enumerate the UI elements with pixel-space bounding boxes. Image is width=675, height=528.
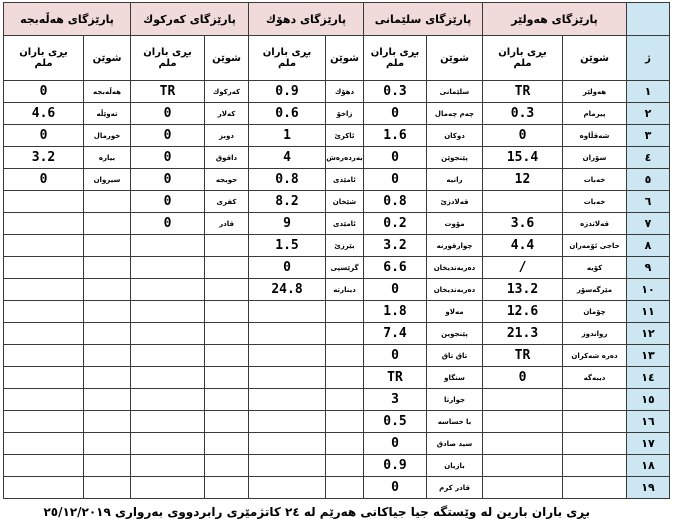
row-number: ١٧	[627, 433, 670, 455]
station-name-halabja	[84, 477, 131, 499]
rainfall-table	[3, 2, 670, 499]
rainfall-value-duhok	[249, 455, 326, 477]
rainfall-value-duhok	[249, 345, 326, 367]
station-name-kirkuk	[205, 389, 249, 411]
rainfall-value-duhok: 4	[249, 147, 326, 169]
station-name-kirkuk	[205, 411, 249, 433]
station-name-erbil	[563, 477, 627, 499]
station-name-halabja: هەڵەبجە	[84, 81, 131, 103]
rainfall-value-kirkuk	[131, 389, 205, 411]
rainfall-value-erbil: 12	[483, 169, 563, 191]
governorate-header-duhok: پارێزگای دهۆك	[249, 3, 364, 36]
table-row	[4, 323, 670, 345]
rainfall-value-kirkuk	[131, 279, 205, 301]
station-name-sulaymaniyah: سلێمانی	[427, 81, 483, 103]
station-name-halabja	[84, 213, 131, 235]
station-name-sulaymaniyah: با خساسە	[427, 411, 483, 433]
station-name-halabja: بیارە	[84, 147, 131, 169]
rainfall-value-kirkuk: TR	[131, 81, 205, 103]
rainfall-value-duhok	[249, 477, 326, 499]
row-number: ١٩	[627, 477, 670, 499]
rain-label: بڕی باران	[498, 47, 547, 58]
station-name-sulaymaniyah: سنگاو	[427, 367, 483, 389]
rainfall-value-duhok: 0.8	[249, 169, 326, 191]
station-name-halabja: خورمال	[84, 125, 131, 147]
rainfall-value-halabja	[4, 213, 84, 235]
rainfall-value-duhok: 1.5	[249, 235, 326, 257]
station-name-erbil: کۆیە	[563, 257, 627, 279]
row-number: ١٨	[627, 455, 670, 477]
station-name-halabja	[84, 411, 131, 433]
row-number-header-top	[627, 3, 670, 36]
station-name-erbil: خەبات	[563, 191, 627, 213]
rainfall-value-duhok: 9	[249, 213, 326, 235]
place-column-header-erbil: شوێن	[563, 36, 627, 81]
governorate-header-sulaymaniyah: پارێزگای سلێمانی	[364, 3, 483, 36]
rainfall-value-sulaymaniyah: 0.8	[364, 191, 427, 213]
station-name-duhok: شێخان	[326, 191, 364, 213]
rainfall-value-erbil: 4.4	[483, 235, 563, 257]
station-name-sulaymaniyah: رانیە	[427, 169, 483, 191]
station-name-duhok	[326, 411, 364, 433]
station-name-sulaymaniyah: چەم چەمال	[427, 103, 483, 125]
station-name-duhok: گرێسپی	[326, 257, 364, 279]
rain-label: بڕی باران	[370, 47, 420, 58]
rainfall-value-sulaymaniyah: 3.2	[364, 235, 427, 257]
station-name-halabja	[84, 301, 131, 323]
row-number: ١٠	[627, 279, 670, 301]
rainfall-value-duhok: 0.9	[249, 81, 326, 103]
rainfall-value-sulaymaniyah: TR	[364, 367, 427, 389]
unit-label: ملم	[277, 58, 297, 69]
row-number: ٥	[627, 169, 670, 191]
rainfall-value-kirkuk: 0	[131, 191, 205, 213]
station-name-kirkuk: داقوق	[205, 147, 249, 169]
rainfall-value-erbil	[483, 411, 563, 433]
rainfall-value-erbil: 12.6	[483, 301, 563, 323]
station-name-kirkuk	[205, 367, 249, 389]
rainfall-value-sulaymaniyah: 6.6	[364, 257, 427, 279]
station-name-halabja	[84, 455, 131, 477]
table-row	[4, 125, 670, 147]
rainfall-value-halabja: 0	[4, 81, 84, 103]
table-row	[4, 169, 670, 191]
station-name-duhok: ئاکرێ	[326, 125, 364, 147]
station-name-kirkuk: كەلار	[205, 103, 249, 125]
rainfall-value-duhok	[249, 433, 326, 455]
station-name-erbil: دیبەگە	[563, 367, 627, 389]
rainfall-value-kirkuk	[131, 235, 205, 257]
rainfall-value-halabja	[4, 345, 84, 367]
station-name-halabja	[84, 279, 131, 301]
row-number: ٩	[627, 257, 670, 279]
rainfall-value-halabja	[4, 191, 84, 213]
rainfall-value-kirkuk: 0	[131, 213, 205, 235]
rainfall-value-sulaymaniyah: 0	[364, 103, 427, 125]
table-row	[4, 279, 670, 301]
rainfall-value-erbil: 13.2	[483, 279, 563, 301]
unit-label: ملم	[385, 58, 405, 69]
rainfall-value-duhok	[249, 301, 326, 323]
station-name-kirkuk	[205, 301, 249, 323]
station-name-halabja	[84, 433, 131, 455]
rainfall-value-sulaymaniyah: 1.6	[364, 125, 427, 147]
station-name-halabja	[84, 257, 131, 279]
rainfall-value-sulaymaniyah: 0	[364, 147, 427, 169]
rainfall-value-sulaymaniyah: 3	[364, 389, 427, 411]
rainfall-value-halabja: 0	[4, 125, 84, 147]
station-name-erbil: رواندوز	[563, 323, 627, 345]
rain-label: بڕی باران	[262, 47, 312, 58]
station-name-kirkuk: قادر	[205, 213, 249, 235]
row-number: ٢	[627, 103, 670, 125]
rainfall-value-erbil	[483, 433, 563, 455]
place-column-header-halabja: شوێن	[84, 36, 131, 81]
rainfall-value-duhok	[249, 389, 326, 411]
station-name-kirkuk	[205, 279, 249, 301]
station-name-duhok: بەردەرەش	[326, 147, 364, 169]
rainfall-value-halabja	[4, 279, 84, 301]
rain-column-header-kirkuk	[131, 36, 205, 81]
station-name-duhok	[326, 389, 364, 411]
rainfall-value-kirkuk	[131, 411, 205, 433]
station-name-duhok: بێرزێ	[326, 235, 364, 257]
table-row	[4, 411, 670, 433]
table-row	[4, 191, 670, 213]
station-name-erbil: هەولێر	[563, 81, 627, 103]
station-name-erbil	[563, 455, 627, 477]
rainfall-value-erbil: TR	[483, 345, 563, 367]
rain-column-header-duhok	[249, 36, 326, 81]
table-row	[4, 213, 670, 235]
rainfall-value-sulaymaniyah: 0	[364, 345, 427, 367]
station-name-duhok: ئامێدی	[326, 213, 364, 235]
rainfall-value-erbil: /	[483, 257, 563, 279]
station-name-erbil: سۆران	[563, 147, 627, 169]
station-name-kirkuk	[205, 433, 249, 455]
station-name-erbil: شەقڵاوە	[563, 125, 627, 147]
rainfall-value-erbil: 0	[483, 125, 563, 147]
place-column-header-sulaymaniyah: شوێن	[427, 36, 483, 81]
station-name-halabja	[84, 191, 131, 213]
station-name-kirkuk: حویجە	[205, 169, 249, 191]
rainfall-value-sulaymaniyah: 0.9	[364, 455, 427, 477]
rainfall-value-sulaymaniyah: 7.4	[364, 323, 427, 345]
station-name-kirkuk	[205, 345, 249, 367]
station-name-erbil: پیرمام	[563, 103, 627, 125]
rainfall-value-sulaymaniyah: 0.3	[364, 81, 427, 103]
rainfall-value-halabja: 0	[4, 169, 84, 191]
station-name-sulaymaniyah: سید صادق	[427, 433, 483, 455]
station-name-duhok: دینارتە	[326, 279, 364, 301]
station-name-kirkuk	[205, 235, 249, 257]
rainfall-value-erbil: 21.3	[483, 323, 563, 345]
station-name-duhok	[326, 367, 364, 389]
governorate-header-kirkuk: پارێزگای كەركوك	[131, 3, 249, 36]
station-name-sulaymaniyah: جوارتا	[427, 389, 483, 411]
rainfall-value-kirkuk	[131, 367, 205, 389]
rain-column-header-sulaymaniyah	[364, 36, 427, 81]
rainfall-value-halabja	[4, 433, 84, 455]
rainfall-value-kirkuk	[131, 323, 205, 345]
table-row	[4, 81, 670, 103]
rain-label: بڕی باران	[19, 47, 68, 58]
rainfall-value-duhok: 0	[249, 257, 326, 279]
rainfall-value-erbil: 15.4	[483, 147, 563, 169]
table-row	[4, 257, 670, 279]
rainfall-value-sulaymaniyah: 0	[364, 279, 427, 301]
station-name-sulaymaniyah: قادر کرم	[427, 477, 483, 499]
rainfall-value-duhok	[249, 367, 326, 389]
rainfall-value-kirkuk	[131, 455, 205, 477]
table-row	[4, 103, 670, 125]
rainfall-value-halabja: 3.2	[4, 147, 84, 169]
station-name-sulaymaniyah: قەلادزێ	[427, 191, 483, 213]
row-number: ١١	[627, 301, 670, 323]
table-row	[4, 433, 670, 455]
rainfall-value-halabja: 4.6	[4, 103, 84, 125]
station-name-duhok: ئامێدی	[326, 169, 364, 191]
rainfall-value-sulaymaniyah: 0.2	[364, 213, 427, 235]
station-name-duhok	[326, 455, 364, 477]
row-number: ١٢	[627, 323, 670, 345]
station-name-kirkuk: دوبز	[205, 125, 249, 147]
table-row	[4, 389, 670, 411]
station-name-kirkuk	[205, 455, 249, 477]
rainfall-value-halabja	[4, 301, 84, 323]
unit-label: ملم	[34, 58, 53, 69]
rainfall-value-kirkuk: 0	[131, 169, 205, 191]
rainfall-value-kirkuk: 0	[131, 147, 205, 169]
place-column-header-kirkuk: شوێن	[205, 36, 249, 81]
station-name-kirkuk: كەركوك	[205, 81, 249, 103]
station-name-sulaymaniyah: پێنجوێن	[427, 147, 483, 169]
station-name-halabja	[84, 389, 131, 411]
station-name-sulaymaniyah: دەربەندیخان	[427, 257, 483, 279]
rainfall-value-kirkuk: 0	[131, 125, 205, 147]
rainfall-value-sulaymaniyah: 0	[364, 169, 427, 191]
station-name-duhok: زاخۆ	[326, 103, 364, 125]
row-number: ١٣	[627, 345, 670, 367]
table-row	[4, 301, 670, 323]
row-number: ١٦	[627, 411, 670, 433]
station-name-sulaymaniyah: دەربەندیخان	[427, 279, 483, 301]
station-name-erbil: قەلاتدزە	[563, 213, 627, 235]
station-name-duhok	[326, 323, 364, 345]
table-row	[4, 455, 670, 477]
station-name-sulaymaniyah: دوکان	[427, 125, 483, 147]
rainfall-value-kirkuk	[131, 477, 205, 499]
rainfall-value-kirkuk	[131, 345, 205, 367]
rainfall-value-kirkuk	[131, 433, 205, 455]
rainfall-value-erbil	[483, 477, 563, 499]
station-name-halabja: تەوێڵە	[84, 103, 131, 125]
station-name-duhok: دهۆك	[326, 81, 364, 103]
rainfall-value-halabja	[4, 389, 84, 411]
rainfall-value-duhok: 1	[249, 125, 326, 147]
rain-label: بڕی باران	[143, 47, 192, 58]
row-number: ٤	[627, 147, 670, 169]
station-name-erbil	[563, 411, 627, 433]
station-name-duhok	[326, 477, 364, 499]
station-name-sulaymaniyah: چوارقورنە	[427, 235, 483, 257]
rainfall-value-erbil	[483, 191, 563, 213]
station-name-erbil: دەرە شەکران	[563, 345, 627, 367]
rainfall-value-erbil: 0.3	[483, 103, 563, 125]
place-column-header-duhok: شوێن	[326, 36, 364, 81]
rainfall-value-halabja	[4, 235, 84, 257]
rainfall-value-erbil: TR	[483, 81, 563, 103]
row-number: ١٥	[627, 389, 670, 411]
station-name-duhok	[326, 345, 364, 367]
table-row	[4, 477, 670, 499]
row-number: ٧	[627, 213, 670, 235]
rainfall-value-duhok	[249, 323, 326, 345]
station-name-kirkuk: كفری	[205, 191, 249, 213]
rainfall-value-duhok: 0.6	[249, 103, 326, 125]
row-number: ٦	[627, 191, 670, 213]
station-name-erbil: حاجی ئۆمەران	[563, 235, 627, 257]
unit-label: ملم	[513, 58, 532, 69]
station-name-sulaymaniyah: مۆوت	[427, 213, 483, 235]
station-name-erbil	[563, 389, 627, 411]
station-name-kirkuk	[205, 477, 249, 499]
station-name-kirkuk	[205, 257, 249, 279]
rainfall-value-halabja	[4, 257, 84, 279]
rain-column-header-halabja	[4, 36, 84, 81]
rainfall-value-kirkuk	[131, 257, 205, 279]
table-row	[4, 345, 670, 367]
rainfall-value-sulaymaniyah: 1.8	[364, 301, 427, 323]
station-name-sulaymaniyah: بازیان	[427, 455, 483, 477]
footer-caption: بڕی باران بارین لە وێستگە جیا جیاکانی هەرێم لە ٢٤ کاتژمێری رابردووی بەرواری ٢٥/١٢/٢٠١٩	[43, 505, 590, 519]
row-number: ٣	[627, 125, 670, 147]
rainfall-value-erbil	[483, 389, 563, 411]
station-name-duhok	[326, 301, 364, 323]
rainfall-value-sulaymaniyah: 0.5	[364, 411, 427, 433]
station-name-halabja	[84, 345, 131, 367]
station-name-erbil: چۆمان	[563, 301, 627, 323]
station-name-halabja	[84, 235, 131, 257]
rainfall-value-sulaymaniyah: 0	[364, 433, 427, 455]
station-name-halabja	[84, 367, 131, 389]
row-number: ١	[627, 81, 670, 103]
rainfall-value-erbil: 3.6	[483, 213, 563, 235]
station-name-kirkuk	[205, 323, 249, 345]
governorate-header-halabja: پارێزگای هەڵەبجە	[4, 3, 131, 36]
rain-column-header-erbil	[483, 36, 563, 81]
table-row	[4, 367, 670, 389]
rainfall-value-sulaymaniyah: 0	[364, 477, 427, 499]
unit-label: ملم	[158, 58, 177, 69]
rainfall-value-halabja	[4, 323, 84, 345]
table-row	[4, 235, 670, 257]
station-name-erbil: مێرگەسۆر	[563, 279, 627, 301]
rainfall-value-duhok	[249, 411, 326, 433]
station-name-halabja: سیروان	[84, 169, 131, 191]
rainfall-value-kirkuk: 0	[131, 103, 205, 125]
station-name-erbil: خەبات	[563, 169, 627, 191]
row-number-header: ژ	[627, 36, 670, 81]
rainfall-value-halabja	[4, 477, 84, 499]
governorate-header-erbil: پارێزگای هەولێر	[483, 3, 627, 36]
station-name-halabja	[84, 323, 131, 345]
rainfall-value-erbil: 0	[483, 367, 563, 389]
station-name-sulaymaniyah: مەلاو	[427, 301, 483, 323]
station-name-sulaymaniyah: پێنجوین	[427, 323, 483, 345]
rainfall-value-halabja	[4, 367, 84, 389]
row-number: ٨	[627, 235, 670, 257]
station-name-duhok	[326, 433, 364, 455]
rainfall-value-halabja	[4, 455, 84, 477]
table-row	[4, 147, 670, 169]
rainfall-value-halabja	[4, 411, 84, 433]
rainfall-value-erbil	[483, 455, 563, 477]
station-name-sulaymaniyah: تاق تاق	[427, 345, 483, 367]
station-name-erbil	[563, 433, 627, 455]
rainfall-value-duhok: 8.2	[249, 191, 326, 213]
rainfall-value-kirkuk	[131, 301, 205, 323]
rainfall-value-duhok: 24.8	[249, 279, 326, 301]
row-number: ١٤	[627, 367, 670, 389]
